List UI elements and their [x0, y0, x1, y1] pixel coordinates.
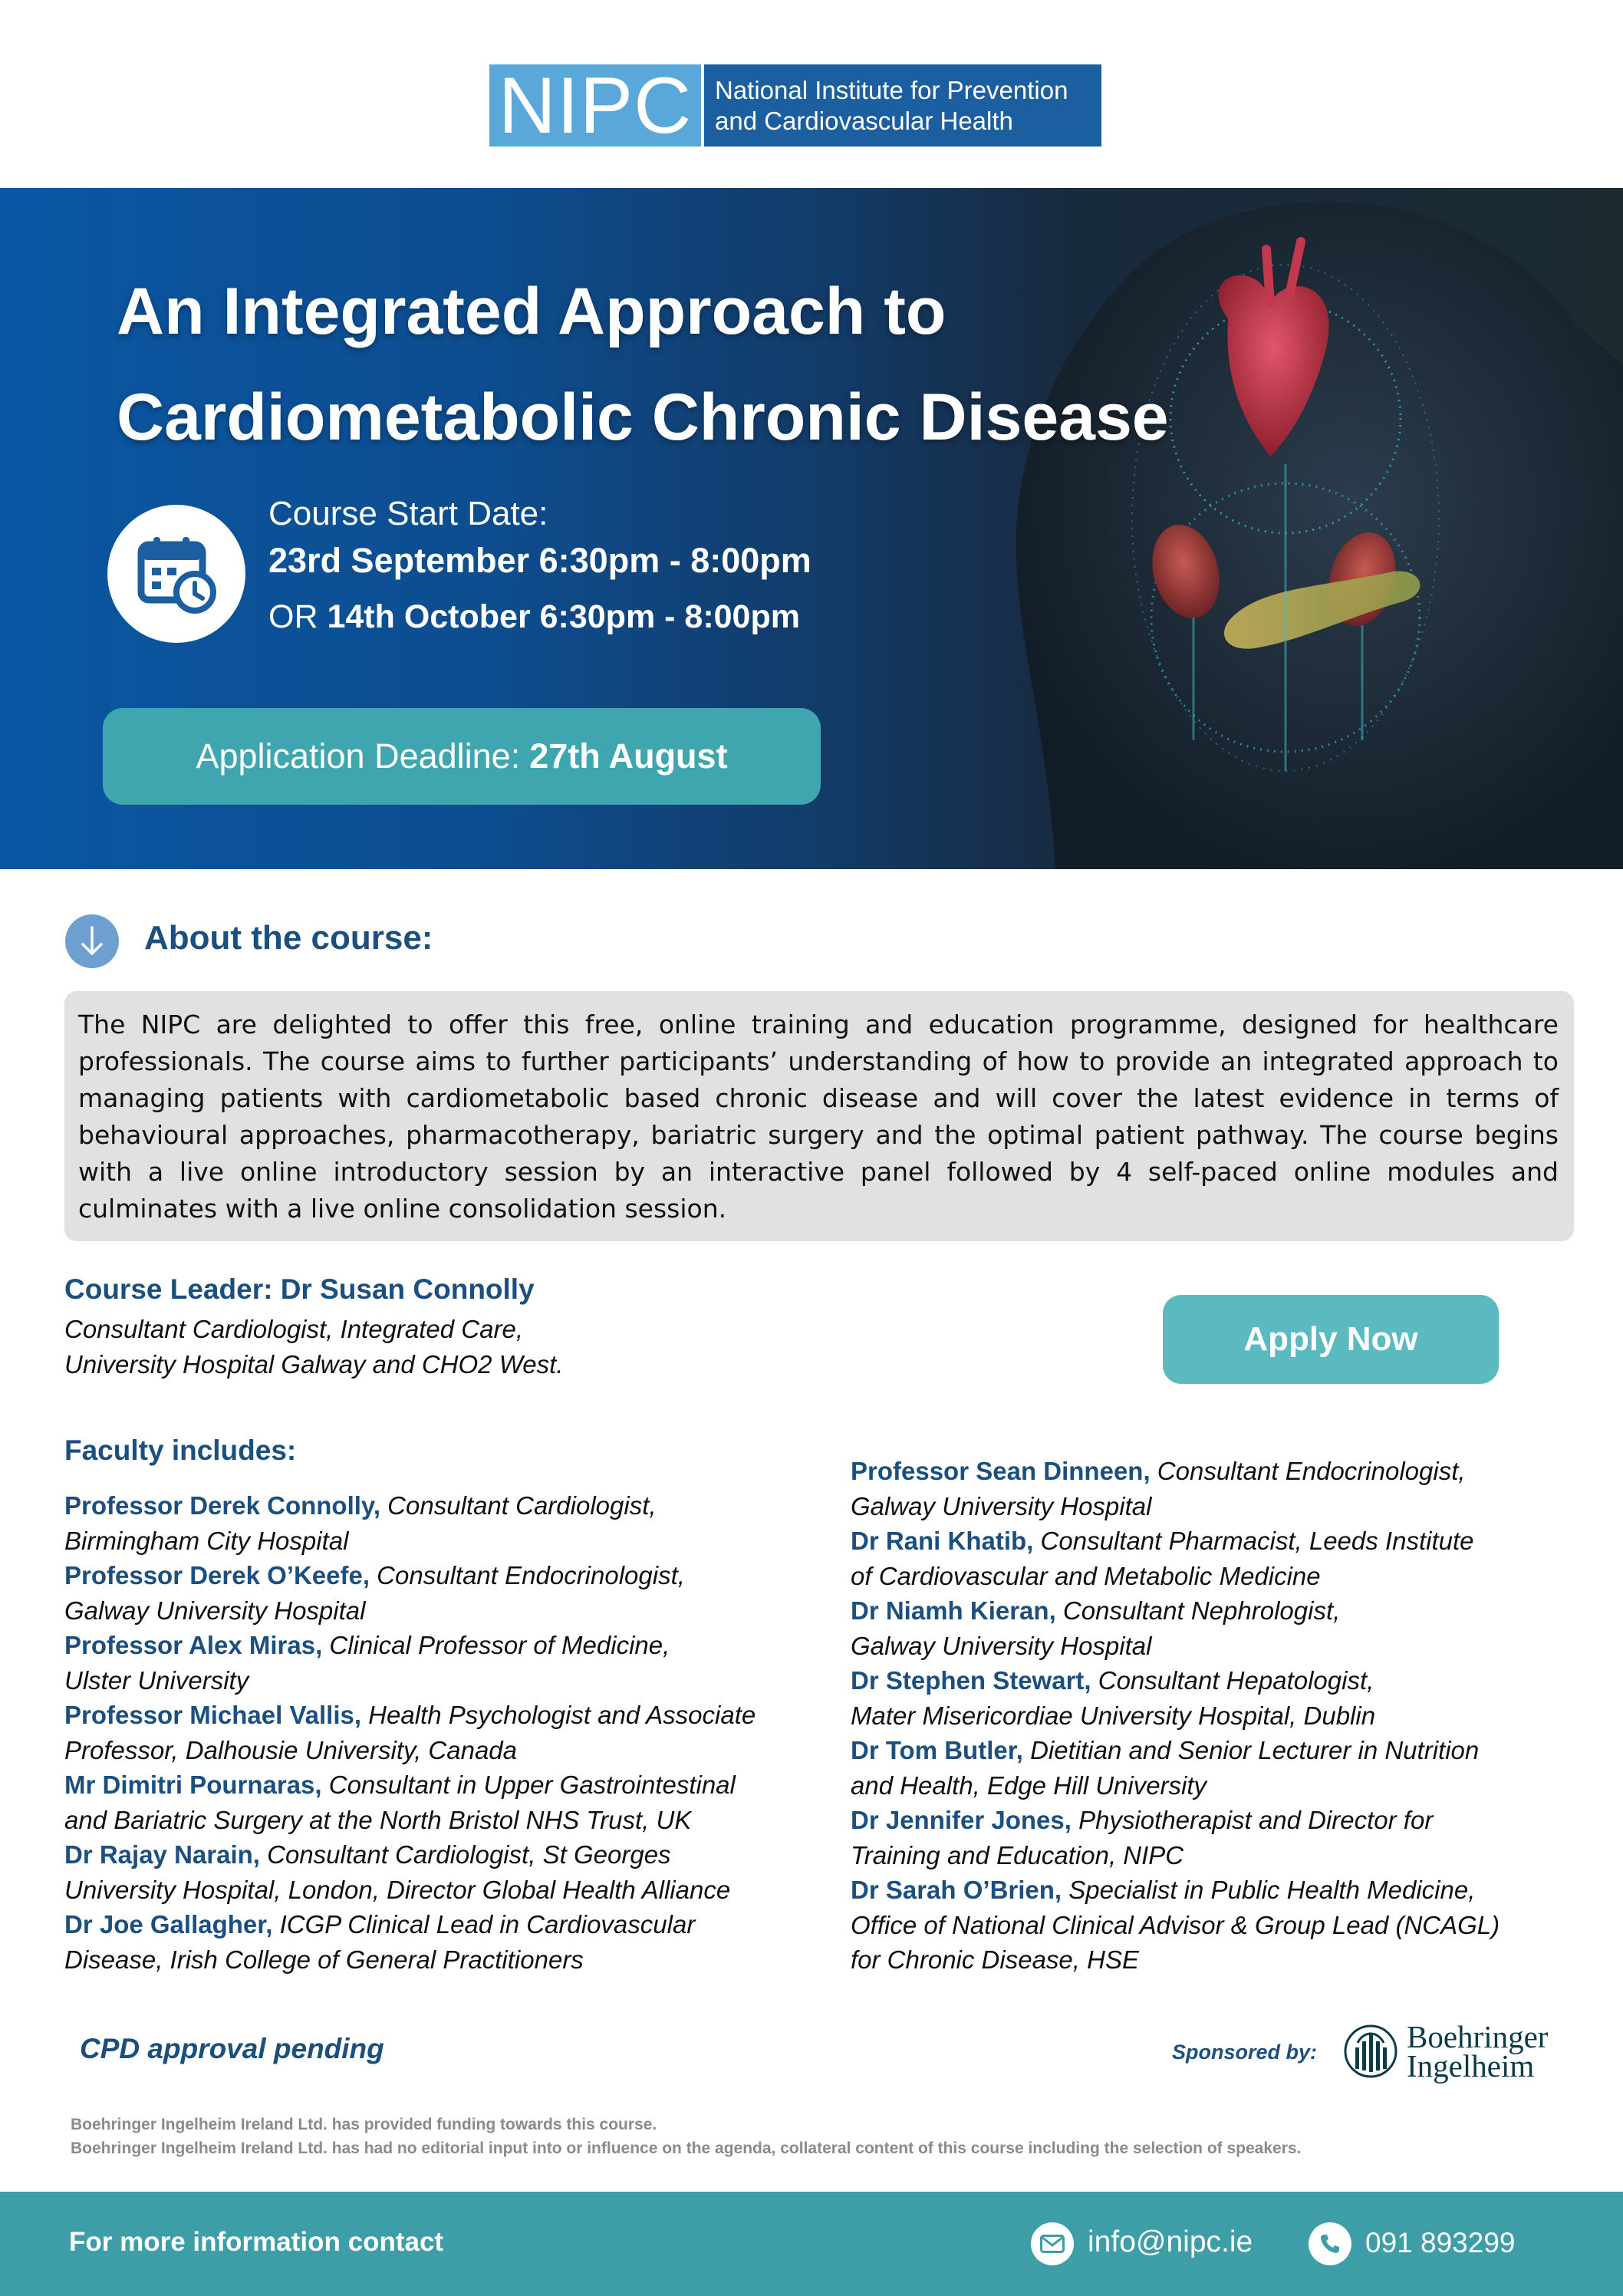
start-date-2: 14th October 6:30pm - 8:00pm — [327, 598, 800, 635]
disclaimer-line2: Boehringer Ingelheim Ireland Ltd. has had no editorial input into or influence on the agenda, collateral content of this course including the selection of speakers. — [71, 2140, 1302, 2157]
leader-role-line1: Consultant Cardiologist, Integrated Care, — [64, 1315, 523, 1343]
logo-abbr: NIPC — [489, 64, 701, 147]
or-word: OR — [268, 598, 318, 635]
start-date-label: Course Start Date: — [268, 495, 548, 532]
about-heading: About the course: — [144, 919, 433, 957]
start-date-1: 23rd September 6:30pm - 8:00pm — [268, 541, 812, 580]
faculty-role-cont: Birmingham City Hospital — [64, 1526, 349, 1555]
faculty-name: Dr Stephen Stewart, — [851, 1666, 1091, 1695]
faculty-name: Dr Jennifer Jones, — [851, 1806, 1072, 1834]
faculty-role: Consultant Pharmacist, Leeds Institute — [1033, 1527, 1474, 1555]
faculty-name: Dr Joe Gallagher, — [64, 1910, 273, 1939]
disclaimer-line1: Boehringer Ingelheim Ireland Ltd. has provided funding towards this course. — [71, 2116, 657, 2133]
faculty-heading: Faculty includes: — [64, 1435, 297, 1466]
faculty-name: Professor Derek O’Keefe, — [64, 1561, 370, 1589]
faculty-role-cont: and Bariatric Surgery at the North Bristol NHS Trust, UK — [64, 1805, 692, 1834]
boehringer-name-line1: Boehringer — [1407, 2019, 1549, 2054]
faculty-name: Professor Michael Vallis, — [64, 1701, 362, 1729]
faculty-name: Professor Sean Dinneen, — [851, 1457, 1151, 1485]
faculty-role-cont: of Cardiovascular and Metabolic Medicine — [851, 1561, 1321, 1590]
faculty-role: Consultant Cardiologist, — [380, 1491, 657, 1520]
faculty-role: Consultant Endocrinologist, — [370, 1561, 685, 1589]
leader-role-line2: University Hospital Galway and CHO2 West. — [64, 1350, 564, 1379]
faculty-member — [851, 1733, 1587, 1803]
faculty-name: Dr Rajay Narain, — [64, 1840, 260, 1869]
faculty-name: Professor Derek Connolly, — [64, 1491, 381, 1520]
faculty-role: Consultant in Upper Gastrointestinal — [321, 1771, 736, 1799]
faculty-name: Mr Dimitri Pournaras, — [64, 1771, 322, 1799]
faculty-role-cont2: for Chronic Disease, HSE — [851, 1945, 1139, 1974]
faculty-member — [64, 1698, 824, 1767]
faculty-role-cont: Office of National Clinical Advisor & Group Lead (NCAGL) — [851, 1910, 1500, 1939]
faculty-role: Physiotherapist and Director for — [1071, 1806, 1434, 1834]
faculty-role-cont: Ulster University — [64, 1665, 249, 1695]
apply-now-button[interactable]: Apply Now — [1163, 1295, 1499, 1384]
faculty-role: Specialist in Public Health Medicine, — [1062, 1876, 1476, 1904]
faculty-role: Consultant Hepatologist, — [1091, 1666, 1374, 1695]
boehringer-ingelheim-logo — [1342, 2019, 1549, 2084]
boehringer-name-line2: Ingelheim — [1407, 2048, 1535, 2084]
faculty-role-cont: and Health, Edge Hill University — [851, 1771, 1207, 1800]
deadline-label: Application Deadline: — [196, 736, 521, 776]
nipc-logo — [489, 61, 1101, 150]
sponsored-by-label: Sponsored by: — [1172, 2041, 1318, 2064]
contact-footer — [0, 2192, 1623, 2296]
course-title — [117, 259, 1169, 470]
faculty-member — [64, 1558, 824, 1628]
phone-icon — [1309, 2222, 1351, 2265]
about-box — [64, 991, 1574, 1241]
funding-disclaimer — [71, 2113, 1301, 2160]
arrow-down-icon — [65, 914, 119, 968]
contact-phone[interactable]: 091 893299 — [1365, 2227, 1516, 2258]
contact-label: For more information contact — [69, 2227, 444, 2257]
faculty-role-cont: Galway University Hospital — [851, 1631, 1152, 1660]
faculty-role: Consultant Cardiologist, St Georges — [259, 1840, 671, 1869]
faculty-role: Dietitian and Senior Lecturer in Nutrition — [1022, 1736, 1480, 1764]
logo-name — [704, 64, 1101, 147]
faculty-member — [851, 1454, 1587, 1524]
application-deadline — [103, 708, 821, 805]
faculty-member — [64, 1488, 824, 1558]
faculty-role: Health Psychologist and Associate — [361, 1701, 756, 1729]
faculty-role-cont: Galway University Hospital — [851, 1491, 1152, 1520]
faculty-member — [851, 1803, 1587, 1873]
boehringer-emblem-icon — [1342, 2023, 1399, 2080]
faculty-role-cont: Training and Education, NIPC — [851, 1840, 1184, 1869]
faculty-member — [64, 1907, 824, 1977]
faculty-member — [851, 1663, 1587, 1733]
about-text: The NIPC are delighted to offer this free, online training and education programme, designed for healthcare professionals. The course aims to further participants’ understanding of how to provide an integrated approach to managing patients with cardiometabolic based chronic disease and will cover the latest evidence in terms of behavioural approaches, pharmacotherapy, bariatric surgery and the optimal patient pathway. The course begins with a live online introductory session by an interactive panel followed by 4 self-paced online modules and culminates with a live online consolidation session. — [78, 1010, 1559, 1224]
faculty-name: Professor Alex Miras, — [64, 1631, 323, 1659]
logo-name-line2: and Cardiovascular Health — [715, 107, 1013, 135]
faculty-role: ICGP Clinical Lead in Cardiovascular — [272, 1910, 696, 1939]
course-title-line1: An Integrated Approach to — [117, 275, 946, 348]
faculty-member — [851, 1873, 1587, 1978]
calendar-clock-icon — [107, 505, 245, 643]
faculty-role-cont: Disease, Irish College of General Practitioners — [64, 1945, 584, 1974]
boehringer-name — [1407, 2019, 1549, 2084]
faculty-list-right — [851, 1454, 1587, 1978]
faculty-role-cont: Galway University Hospital — [64, 1596, 366, 1625]
faculty-role-cont: Professor, Dalhousie University, Canada — [64, 1735, 518, 1764]
hero-banner — [0, 188, 1623, 869]
faculty-member — [64, 1767, 824, 1837]
faculty-role: Consultant Nephrologist, — [1055, 1596, 1341, 1625]
faculty-member — [64, 1837, 824, 1907]
cpd-status: CPD approval pending — [80, 2033, 384, 2064]
faculty-member — [851, 1524, 1587, 1593]
faculty-role: Clinical Professor of Medicine, — [322, 1631, 670, 1659]
logo-name-line1: National Institute for Prevention — [715, 76, 1068, 104]
faculty-name: Dr Rani Khatib, — [851, 1527, 1034, 1555]
faculty-member — [64, 1628, 824, 1698]
faculty-name: Dr Niamh Kieran, — [851, 1596, 1056, 1625]
contact-email[interactable]: info@nipc.ie — [1088, 2225, 1253, 2258]
start-date-2-row — [268, 598, 800, 636]
faculty-name: Dr Tom Butler, — [851, 1736, 1023, 1764]
envelope-icon — [1031, 2222, 1074, 2265]
faculty-list-left — [64, 1488, 824, 1977]
faculty-name: Dr Sarah O’Brien, — [851, 1876, 1062, 1904]
deadline-date: 27th August — [529, 736, 728, 776]
course-leader-role — [64, 1312, 755, 1382]
faculty-role-cont: Mater Misericordiae University Hospital, Dublin — [851, 1701, 1376, 1730]
faculty-member — [851, 1593, 1587, 1663]
course-leader-name: Course Leader: Dr Susan Connolly — [64, 1273, 535, 1305]
faculty-role-cont: University Hospital, London, Director Global Health Alliance — [64, 1875, 731, 1904]
course-title-line2: Cardiometabolic Chronic Disease — [117, 380, 1169, 454]
faculty-role: Consultant Endocrinologist, — [1150, 1457, 1466, 1485]
